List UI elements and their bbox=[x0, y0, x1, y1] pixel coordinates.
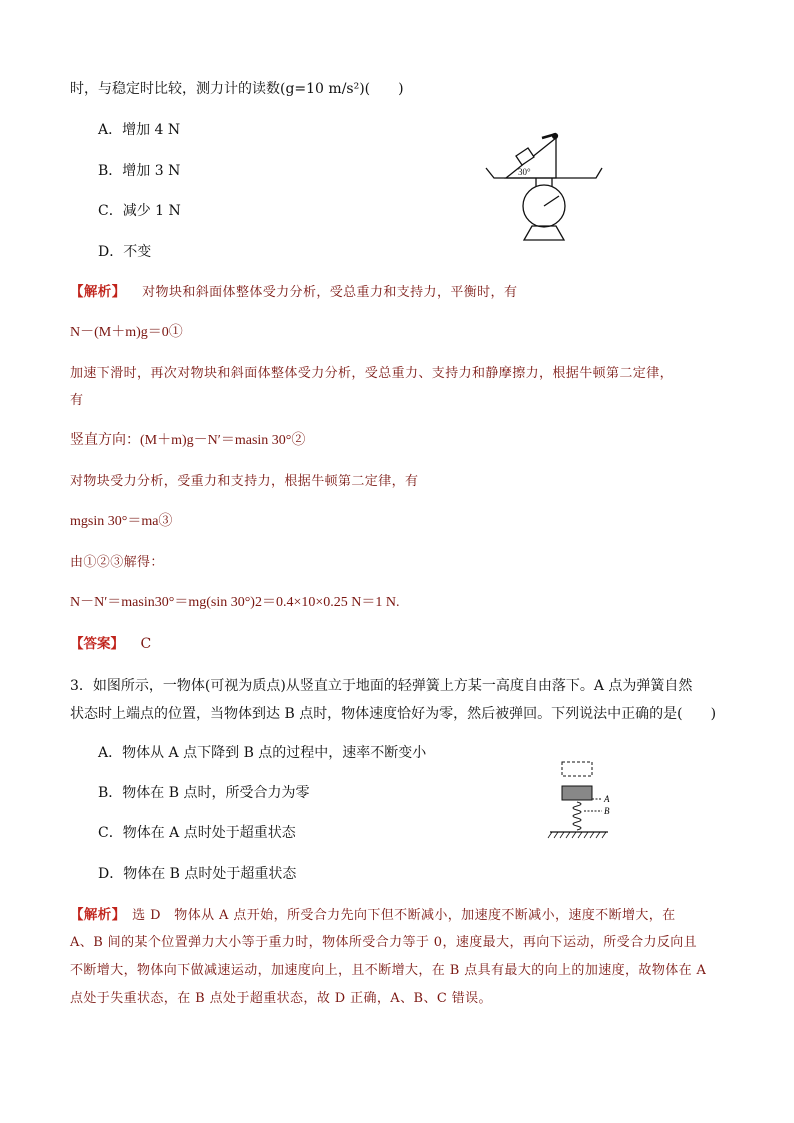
explanation-tag: 【解析】 bbox=[70, 284, 126, 300]
explanation2-line2a: 加速下滑时，再次对物块和斜面体整体受力分析，受总重力、支持力和静摩擦力，根据牛顿第二定律， bbox=[70, 366, 674, 381]
explanation2-line2b: 有 bbox=[70, 393, 84, 408]
q3-stem-line1: 3．如图所示，一物体(可视为质点)从竖直立于地面的轻弹簧上方某一高度自由落下。A 点为弹簧自然 bbox=[70, 678, 693, 694]
explanation2-eq3: mgsin 30°＝ma③ bbox=[70, 514, 173, 529]
explanation2-eq2: 竖直方向：(M＋m)g－N′＝masin 30°② bbox=[70, 433, 306, 448]
object-block bbox=[562, 786, 592, 800]
explanation3-line4: 点处于失重状态，在 B 点处于超重状态，故 D 正确，A、B、C 错误。 bbox=[70, 991, 492, 1006]
q3-option-c: C．物体在 A 点时处于超重状态 bbox=[98, 825, 296, 841]
q2-stem-tail: 时，与稳定时比较，测力计的读数(g=10 m/s²)( ) bbox=[70, 81, 404, 97]
answer2 bbox=[70, 634, 151, 654]
explanation3-tag: 【解析】 bbox=[70, 907, 126, 923]
explanation2-eq1: N－(M＋m)g＝0① bbox=[70, 325, 183, 340]
explanation3-line2: A、B 间的某个位置弹力大小等于重力时，物体所受合力等于 0，速度最大，再向下运动，所受合力反向且 bbox=[70, 935, 698, 950]
answer-tag: 【答案】 bbox=[70, 636, 124, 652]
q3-option-b: B．物体在 B 点时，所受合力为零 bbox=[98, 785, 310, 801]
initial-position bbox=[562, 762, 592, 776]
q3-spring-figure bbox=[544, 758, 624, 842]
q3-option-d: D．物体在 B 点时处于超重状态 bbox=[98, 866, 297, 882]
explanation2-text1: 对物块和斜面体整体受力分析，受总重力和支持力，平衡时，有 bbox=[142, 285, 518, 300]
q3-stem-line2: 状态时上端点的位置，当物体到达 B 点时，物体速度恰好为零，然后被弹回。下列说法中正确的是( ) bbox=[70, 706, 717, 722]
tray bbox=[486, 168, 602, 178]
explanation2-eq4: N－N′＝masin30°＝mg(sin 30°)2＝0.4×10×0.25 N＝1 N. bbox=[70, 595, 400, 610]
q2-option-a: A．增加 4 N bbox=[98, 122, 181, 138]
label-b: B bbox=[604, 806, 610, 816]
spring bbox=[573, 802, 581, 830]
q2-option-c: C．减少 1 N bbox=[98, 203, 181, 219]
q2-option-b: B．增加 3 N bbox=[98, 163, 181, 179]
answer-value: C bbox=[140, 636, 152, 652]
label-a: A bbox=[604, 794, 610, 804]
explanation2-line4: 由①②③解得： bbox=[70, 555, 164, 570]
explanation2-line1 bbox=[70, 282, 517, 303]
explanation3-line1 bbox=[70, 905, 676, 926]
q2-scale-figure bbox=[484, 126, 604, 242]
q2-option-d: D．不变 bbox=[98, 244, 152, 260]
block bbox=[516, 148, 534, 165]
angle-label: 30° bbox=[518, 167, 531, 177]
explanation2-line3: 对物块受力分析，受重力和支持力，根据牛顿第二定律，有 bbox=[70, 474, 419, 489]
explanation3-line3: 不断增大，物体向下做减速运动，加速度向上，且不断增大，在 B 点具有最大的向上的加速度，故物体在 A bbox=[70, 963, 707, 978]
q3-option-a: A．物体从 A 点下降到 B 点的过程中，速率不断变小 bbox=[98, 745, 427, 761]
explanation3-text1: 选 D 物体从 A 点开始，所受合力先向下但不断减小，加速度不断减小，速度不断增大，在 bbox=[132, 908, 676, 923]
